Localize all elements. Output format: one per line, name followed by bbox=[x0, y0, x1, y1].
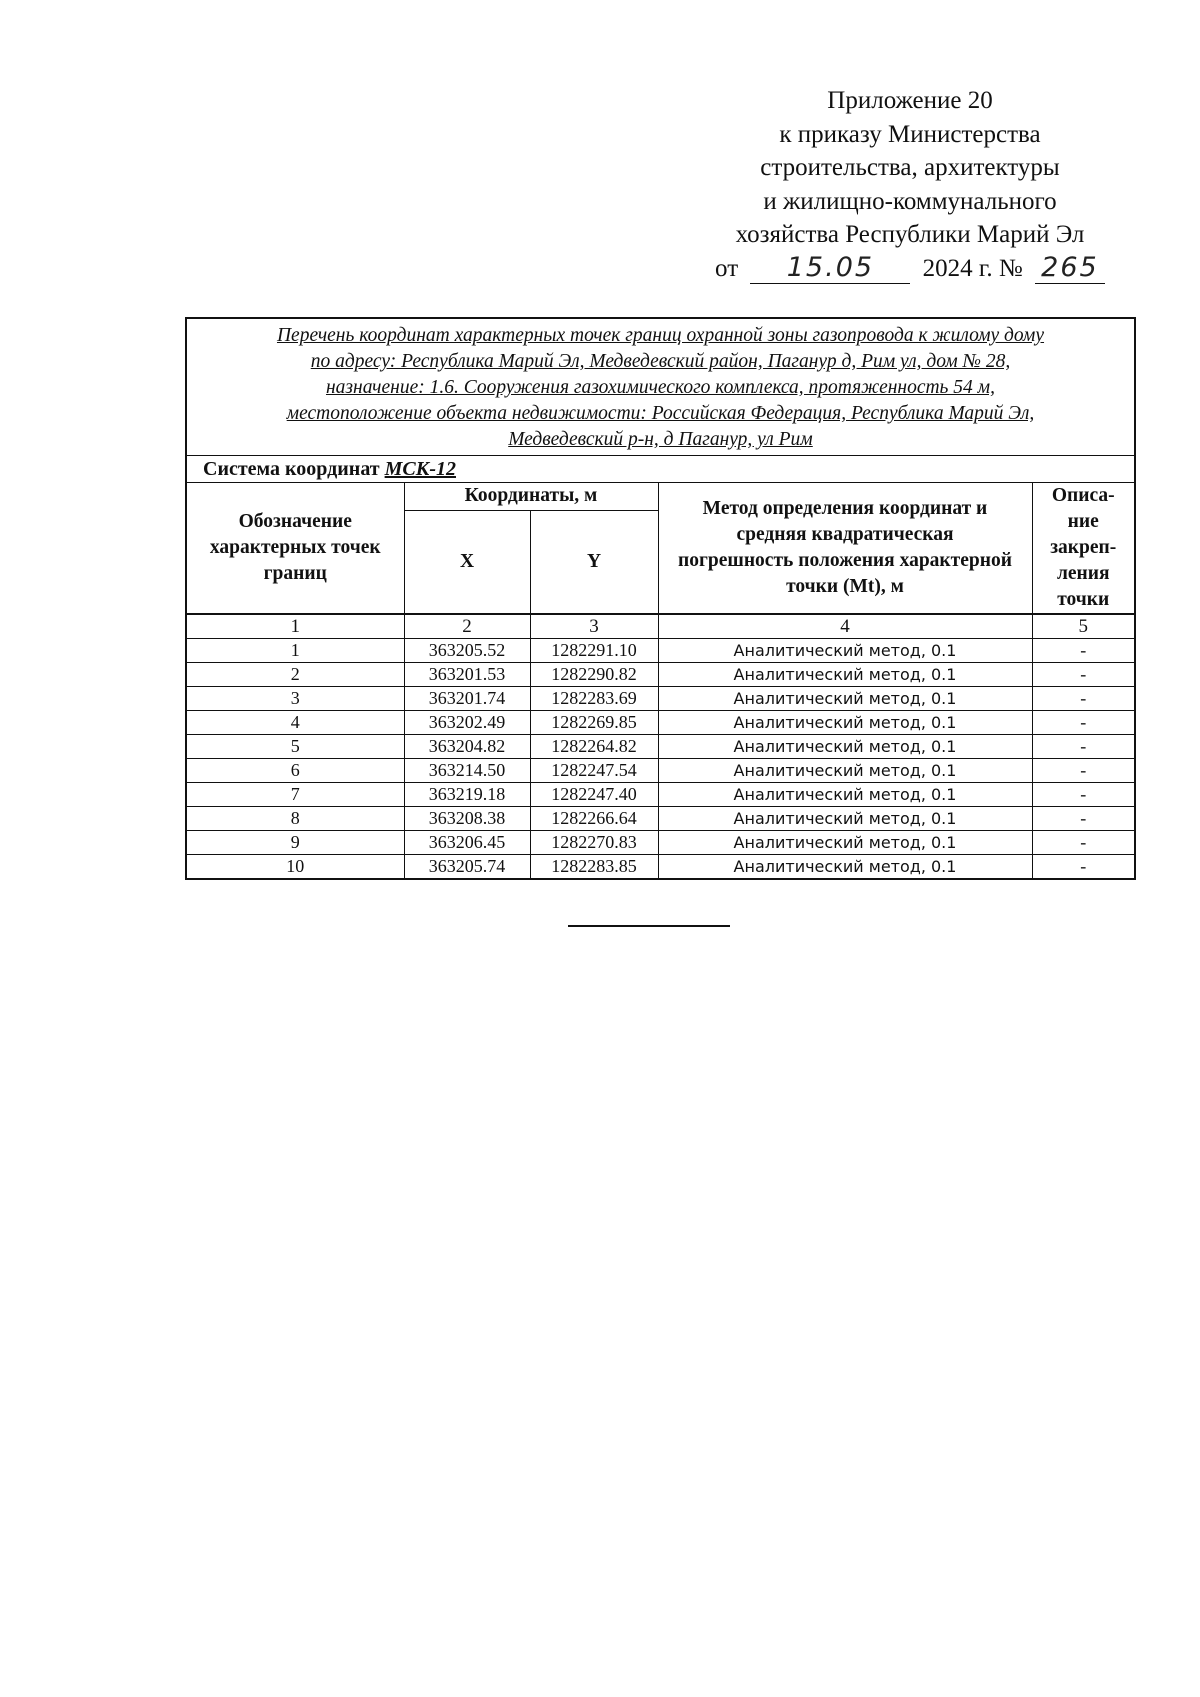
point-number: 1 bbox=[186, 639, 404, 663]
point-number: 10 bbox=[186, 855, 404, 880]
appendix-line: хозяйства Республики Марий Эл bbox=[735, 221, 1085, 248]
point-number: 9 bbox=[186, 831, 404, 855]
method-cell: Аналитический метод, 0.1 bbox=[658, 831, 1032, 855]
x-coordinate: 363201.53 bbox=[404, 663, 530, 687]
method-cell: Аналитический метод, 0.1 bbox=[658, 663, 1032, 687]
point-number: 3 bbox=[186, 687, 404, 711]
method-cell: Аналитический метод, 0.1 bbox=[658, 687, 1032, 711]
x-coordinate: 363206.45 bbox=[404, 831, 530, 855]
table-row bbox=[186, 735, 1135, 759]
point-number: 7 bbox=[186, 783, 404, 807]
header-method: Метод определения координат и средняя квадратическая погрешность положения характерной точки (Mt), м bbox=[658, 483, 1032, 615]
method-cell: Аналитический метод, 0.1 bbox=[658, 759, 1032, 783]
table-row bbox=[186, 855, 1135, 880]
y-coordinate: 1282270.83 bbox=[530, 831, 658, 855]
y-coordinate: 1282269.85 bbox=[530, 711, 658, 735]
x-coordinate: 363204.82 bbox=[404, 735, 530, 759]
fixation-description: - bbox=[1032, 663, 1135, 687]
fixation-description: - bbox=[1032, 783, 1135, 807]
fixation-description: - bbox=[1032, 807, 1135, 831]
column-number: 4 bbox=[658, 614, 1032, 639]
order-number-field bbox=[1035, 251, 1105, 284]
coordinate-system-label: Система координат bbox=[203, 458, 380, 480]
x-coordinate: 363219.18 bbox=[404, 783, 530, 807]
coordinate-system-value: МСК-12 bbox=[384, 458, 456, 480]
table-row bbox=[186, 807, 1135, 831]
point-number: 2 bbox=[186, 663, 404, 687]
appendix-line: к приказу Министерства bbox=[779, 120, 1041, 148]
coordinates-table bbox=[185, 317, 1136, 880]
y-coordinate: 1282283.85 bbox=[530, 855, 658, 880]
table-row bbox=[186, 711, 1135, 735]
x-coordinate: 363214.50 bbox=[404, 759, 530, 783]
point-number: 5 bbox=[186, 735, 404, 759]
method-cell: Аналитический метод, 0.1 bbox=[658, 639, 1032, 663]
y-coordinate: 1282283.69 bbox=[530, 687, 658, 711]
header-x: X bbox=[404, 510, 530, 614]
table-row bbox=[186, 783, 1135, 807]
y-coordinate: 1282264.82 bbox=[530, 735, 658, 759]
column-number: 2 bbox=[404, 614, 530, 639]
caption-line: местоположение объекта недвижимости: Российская Федерация, Республика Марий Эл, bbox=[286, 403, 1035, 424]
order-date-line bbox=[690, 252, 1130, 286]
appendix-line: Приложение 20 bbox=[827, 87, 993, 114]
method-cell: Аналитический метод, 0.1 bbox=[658, 783, 1032, 807]
x-coordinate: 363205.74 bbox=[404, 855, 530, 880]
fixation-description: - bbox=[1032, 855, 1135, 880]
handwritten-date: 15.05 bbox=[786, 251, 875, 283]
date-prefix: от bbox=[715, 254, 739, 282]
column-number-row bbox=[186, 614, 1135, 639]
table-caption bbox=[186, 318, 1135, 456]
fixation-description: - bbox=[1032, 639, 1135, 663]
table-row bbox=[186, 639, 1135, 663]
method-cell: Аналитический метод, 0.1 bbox=[658, 855, 1032, 880]
order-date-field bbox=[750, 251, 910, 284]
caption-line: назначение: 1.6. Сооружения газохимического комплекса, протяженность 54 м, bbox=[325, 377, 996, 398]
column-number: 1 bbox=[186, 614, 404, 639]
appendix-line: строительства, архитектуры bbox=[760, 154, 1060, 181]
method-cell: Аналитический метод, 0.1 bbox=[658, 711, 1032, 735]
method-cell: Аналитический метод, 0.1 bbox=[658, 735, 1032, 759]
column-number: 5 bbox=[1032, 614, 1135, 639]
header-designation: Обозначение характерных точек границ bbox=[186, 483, 404, 615]
method-cell: Аналитический метод, 0.1 bbox=[658, 807, 1032, 831]
y-coordinate: 1282266.64 bbox=[530, 807, 658, 831]
caption-line: Перечень координат характерных точек границ охранной зоны газопровода к жилому дому bbox=[276, 325, 1045, 346]
fixation-description: - bbox=[1032, 831, 1135, 855]
x-coordinate: 363205.52 bbox=[404, 639, 530, 663]
handwritten-number: 265 bbox=[1041, 251, 1099, 283]
fixation-description: - bbox=[1032, 711, 1135, 735]
point-number: 8 bbox=[186, 807, 404, 831]
coordinate-system bbox=[186, 456, 1135, 483]
y-coordinate: 1282247.54 bbox=[530, 759, 658, 783]
header-description: Описа-ние закреп-ления точки bbox=[1032, 483, 1135, 615]
y-coordinate: 1282290.82 bbox=[530, 663, 658, 687]
header-y: Y bbox=[530, 510, 658, 614]
appendix-header bbox=[690, 84, 1130, 285]
x-coordinate: 363208.38 bbox=[404, 807, 530, 831]
y-coordinate: 1282291.10 bbox=[530, 639, 658, 663]
y-coordinate: 1282247.40 bbox=[530, 783, 658, 807]
table-body bbox=[186, 639, 1135, 880]
fixation-description: - bbox=[1032, 687, 1135, 711]
x-coordinate: 363201.74 bbox=[404, 687, 530, 711]
caption-line: по адресу: Республика Марий Эл, Медведевский район, Паганур д, Рим ул, дом № 28, bbox=[310, 351, 1011, 372]
x-coordinate: 363202.49 bbox=[404, 711, 530, 735]
column-number: 3 bbox=[530, 614, 658, 639]
fixation-description: - bbox=[1032, 735, 1135, 759]
point-number: 4 bbox=[186, 711, 404, 735]
fixation-description: - bbox=[1032, 759, 1135, 783]
table-row bbox=[186, 759, 1135, 783]
table-row bbox=[186, 687, 1135, 711]
header-coordinates: Координаты, м bbox=[404, 483, 658, 511]
table-row bbox=[186, 831, 1135, 855]
point-number: 6 bbox=[186, 759, 404, 783]
caption-line: Медведевский р-н, д Паганур, ул Рим bbox=[508, 429, 813, 450]
table-row bbox=[186, 663, 1135, 687]
appendix-line: и жилищно-коммунального bbox=[763, 187, 1057, 215]
end-rule bbox=[568, 925, 730, 927]
year-number-label: 2024 г. № bbox=[922, 254, 1023, 282]
